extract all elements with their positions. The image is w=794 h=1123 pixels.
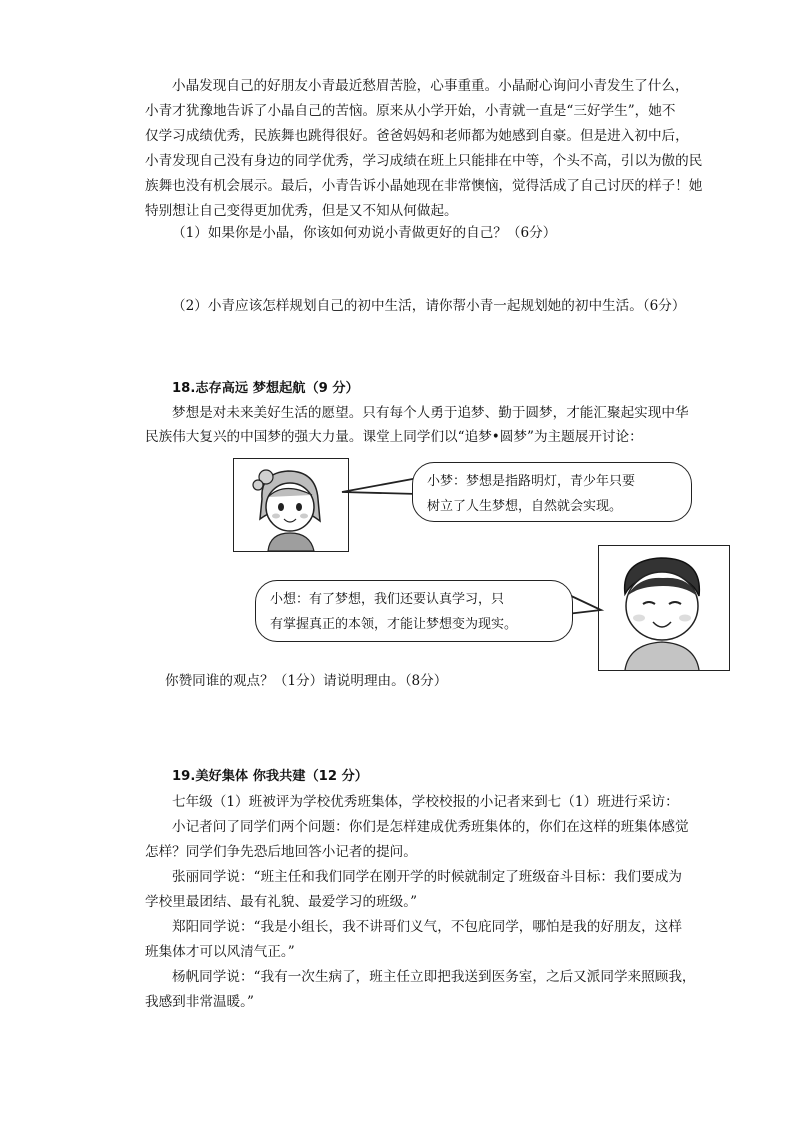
q19-line: 七年级（1）班被评为学校优秀班集体，学校校报的小记者来到七（1）班进行采访：: [172, 794, 679, 810]
question-17-1: （1）如果你是小晶，你该如何劝说小青做更好的自己？（6分）: [172, 225, 557, 241]
q19-line: 小记者问了同学们两个问题：你们是怎样建成优秀班集体的，你们在这样的班集体感觉: [172, 819, 689, 835]
question-19-title: 19.美好集体 你我共建（12 分）: [172, 769, 368, 784]
bubble-text-line: 有掌握真正的本领，才能让梦想变为现实。: [270, 617, 518, 632]
story-line: 仅学习成绩优秀，民族舞也跳得很好。爸爸妈妈和老师都为她感到自豪。但是进入初中后，: [145, 128, 689, 144]
question-17-2: （2）小青应该怎样规划自己的初中生活，请你帮小青一起规划她的初中生活。（6分）: [172, 298, 686, 314]
story-line: 族舞也没有机会展示。最后，小青告诉小晶她现在非常懊恼，觉得活成了自己讨厌的样子！她: [145, 178, 703, 194]
question-18-intro-line: 民族伟大复兴的中国梦的强大力量。课堂上同学们以“追梦•圆梦”为主题展开讨论：: [145, 429, 643, 445]
story-line: 小青才犹豫地告诉了小晶自己的苦恼。原来从小学开始，小青就一直是“三好学生”，她不: [145, 103, 676, 119]
question-18-title: 18.志存高远 梦想起航（9 分）: [172, 381, 359, 396]
question-18-intro-line: 梦想是对未来美好生活的愿望。只有每个人勇于追梦、勤于圆梦，才能汇聚起实现中华: [172, 405, 689, 421]
q19-line: 张丽同学说：“班主任和我们同学在刚开学的时候就制定了班级奋斗目标：我们要成为: [172, 869, 682, 885]
girl-illustration: [233, 458, 349, 552]
q19-line: 怎样？同学们争先恐后地回答小记者的提问。: [145, 844, 417, 860]
speech-bubble-tail: [340, 470, 420, 510]
boy-face-icon: [599, 546, 729, 670]
q19-line: 班集体才可以风清气正。”: [145, 944, 295, 960]
boy-illustration: [598, 545, 730, 671]
q19-line: 我感到非常温暖。”: [145, 994, 254, 1010]
story-line: 小青发现自己没有身边的同学优秀，学习成绩在班上只能排在中等，个头不高，引以为傲的民: [145, 153, 703, 169]
q19-line: 杨帆同学说：“我有一次生病了，班主任立即把我送到医务室，之后又派同学来照顾我，: [172, 969, 696, 985]
story-line: 小晶发现自己的好朋友小青最近愁眉苦脸，心事重重。小晶耐心询问小青发生了什么，: [172, 78, 689, 94]
bubble-text-line: 小梦：梦想是指路明灯，青少年只要: [427, 474, 636, 489]
girl-face-icon: [234, 459, 348, 551]
bubble-text-line: 树立了人生梦想，自然就会实现。: [427, 499, 623, 514]
q19-line: 学校里最团结、最有礼貌、最爱学习的班级。”: [145, 894, 418, 910]
story-line: 特别想让自己变得更加优秀，但是又不知从何做起。: [145, 203, 458, 219]
speech-bubble-xiaomeng: [412, 462, 692, 522]
question-18-prompt: 你赞同谁的观点？（1分）请说明理由。（8分）: [165, 673, 448, 689]
q19-line: 郑阳同学说：“我是小组长，我不讲哥们义气，不包庇同学，哪怕是我的好朋友，这样: [172, 919, 682, 935]
speech-bubble-xiaoxiang: [255, 580, 573, 642]
bubble-text-line: 小想：有了梦想，我们还要认真学习，只: [270, 592, 505, 607]
